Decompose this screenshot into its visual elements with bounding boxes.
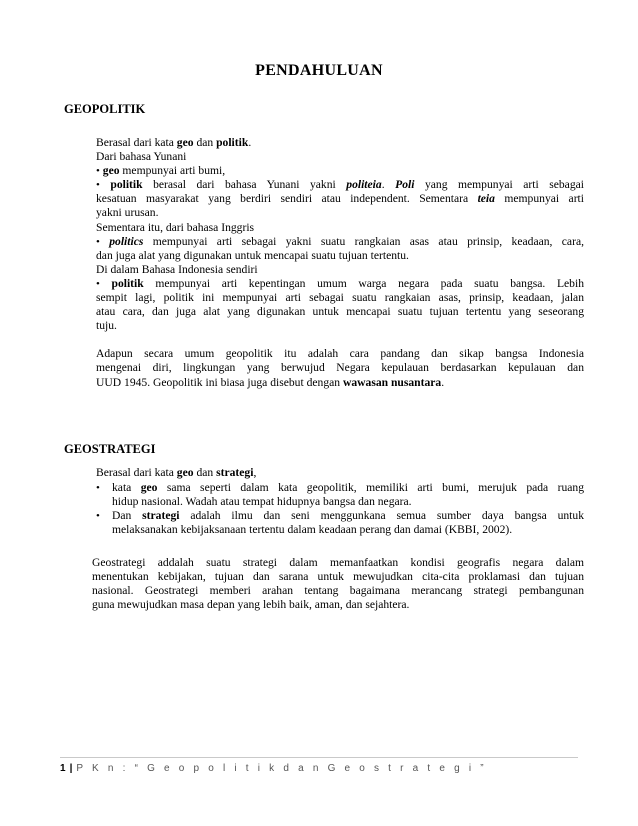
- politik-line2: kesatuan masyarakat yang berdiri sendiri atau independent. Sementara teia mempunyai arti: [96, 192, 584, 206]
- geopolitik-intro: Berasal dari kata geo dan politik.: [96, 136, 252, 149]
- bullet-icon: •: [96, 482, 100, 494]
- politik2-line2: sempit lagi, politik ini mempunyai arti sebagai suatu rangkaian asas, prinsip, keadaan, jalan: [96, 291, 584, 305]
- politik-line3: yakni urusan.: [96, 206, 159, 220]
- bullet-kata-geo: • kata geo sama seperti dalam kata geopolitik, memiliki arti bumi, merujuk pada ruang: [96, 481, 584, 494]
- geopolitik-yunani-label: Dari bahasa Yunani: [96, 150, 187, 164]
- bullet-icon: •: [96, 277, 100, 290]
- geopolitik-indonesia-label: Di dalam Bahasa Indonesia sendiri: [96, 262, 258, 276]
- adapun-line2: mengenai diri, lingkungan yang berwujud Negara kepulauan berdasarkan kepulauan dan: [96, 361, 584, 375]
- page-title: PENDAHULUAN: [255, 62, 383, 79]
- bullet-politik: • politik berasal dari bahasa Yunani yakni politeia. Poli yang mempunyai arti sebagai: [96, 178, 584, 192]
- bullet-politics: • politics mempunyai arti sebagai yakni suatu rangkaian asas atau prinsip, keadaan, cara,: [96, 234, 584, 248]
- dan-strategi-line2: melaksanakan kebijaksanaan tertentu dalam keadaan perang dan damai (KBBI, 2002).: [112, 523, 513, 537]
- geostrategi-paragraph: [92, 556, 584, 612]
- footer-divider: [60, 757, 578, 758]
- geostrategi-bullets: [92, 481, 584, 537]
- page-footer: [60, 763, 487, 774]
- bullet-dan-strategi: • Dan strategi adalah ilmu dan seni menggunkana semua sumber daya bangsa untuk: [96, 509, 584, 523]
- bullet-icon: •: [96, 235, 100, 248]
- geostrategi-para-line1: Geostrategi addalah suatu strategi dalam memanfaatkan kondisi geografis negara dalam: [92, 556, 584, 569]
- section-heading-geostrategi: GEOSTRATEGI: [64, 442, 156, 456]
- bullet-politik-indonesia: • politik mempunyai arti kepentingan umum warga negara pada suatu bangsa. Lebih: [96, 276, 584, 290]
- bullet-icon: •: [96, 165, 100, 178]
- politics-line2: dan juga alat yang digunakan untuk mencapai suatu tujuan tertentu.: [96, 248, 409, 262]
- politik2-line3: atau cara, dan juga alat yang digunakan untuk mencapai suatu tujuan tertentu yang seseorang: [96, 305, 584, 319]
- footer-text: P K n : “ G e o p o l i t i k d a n G e o s t r a t e g i ”: [76, 763, 487, 774]
- politik2-line4: tuju.: [96, 319, 117, 333]
- bullet-geo: • geo mempunyai arti bumi,: [96, 164, 226, 178]
- page-number: 1: [60, 763, 66, 774]
- geopolitik-body: [96, 136, 584, 390]
- geostrategi-intro: Berasal dari kata geo dan strategi,: [96, 466, 257, 479]
- adapun-line3: UUD 1945. Geopolitik ini biasa juga disebut dengan wawasan nusantara.: [96, 375, 445, 389]
- bullet-icon: •: [96, 510, 100, 523]
- geopolitik-inggris-label: Sementara itu, dari bahasa Inggris: [96, 220, 255, 234]
- geostrategi-para-line4: guna mewujudkan masa depan yang lebih baik, aman, dan sejahtera.: [92, 598, 410, 612]
- section-heading-geopolitik: GEOPOLITIK: [64, 102, 146, 116]
- bullet-icon: •: [96, 179, 100, 192]
- geostrategi-para-line3: nasional. Geostrategi memberi arahan tentang bagaimana merancang strategi pembangunan: [92, 584, 584, 598]
- adapun-line1: Adapun secara umum geopolitik itu adalah cara pandang dan sikap bangsa Indonesia: [96, 347, 584, 361]
- kata-geo-line2: hidup nasional. Wadah atau tempat hidupnya bangsa dan negara.: [112, 495, 412, 509]
- geostrategi-para-line2: menentukan kebijakan, tujuan dan sarana untuk mewujudkan cita-cita proklamasi dan tujuan: [92, 570, 584, 584]
- footer-separator: |: [69, 763, 73, 774]
